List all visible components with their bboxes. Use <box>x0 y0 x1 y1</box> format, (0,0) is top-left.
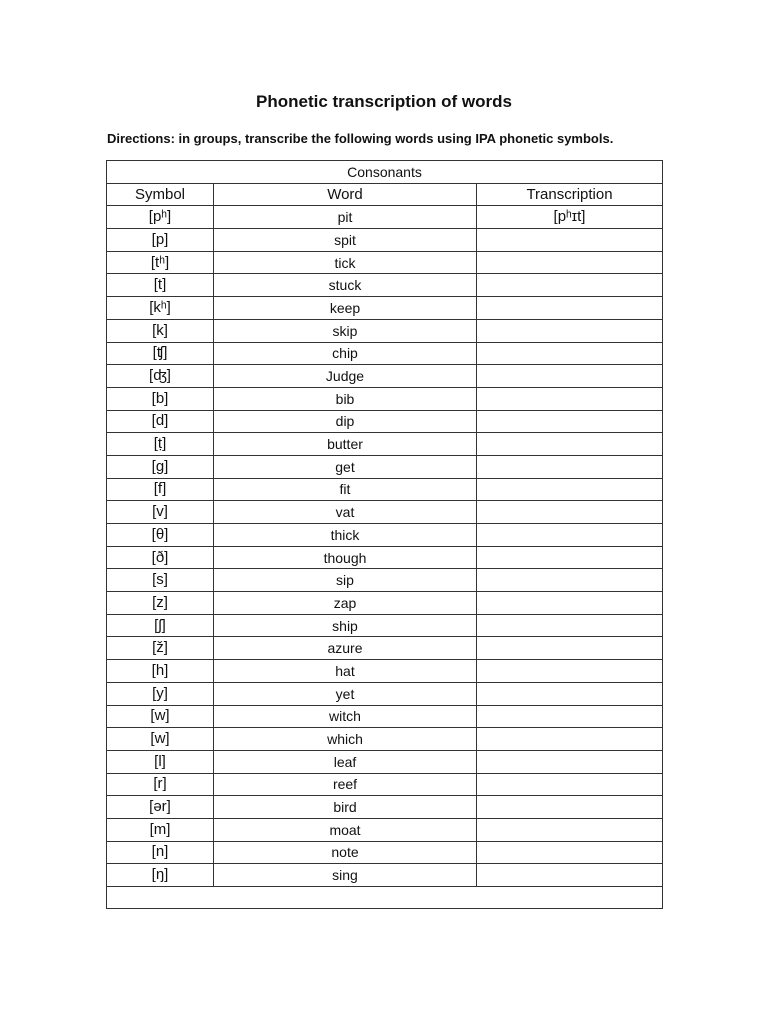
transcription-cell[interactable] <box>477 660 663 683</box>
table-row <box>107 546 663 569</box>
table-row <box>107 864 663 887</box>
table-row <box>107 478 663 501</box>
word-cell: which <box>214 728 477 751</box>
transcription-cell[interactable] <box>477 251 663 274</box>
symbol-cell: [z] <box>107 592 214 615</box>
column-header-word: Word <box>214 183 477 206</box>
word-cell: stuck <box>214 274 477 297</box>
word-cell: chip <box>214 342 477 365</box>
transcription-cell[interactable] <box>477 319 663 342</box>
word-cell: tick <box>214 251 477 274</box>
table-row <box>107 319 663 342</box>
symbol-cell: [b] <box>107 387 214 410</box>
word-cell: spit <box>214 229 477 252</box>
word-cell: sing <box>214 864 477 887</box>
symbol-cell: [h] <box>107 660 214 683</box>
transcription-cell[interactable] <box>477 455 663 478</box>
symbol-cell: [f] <box>107 478 214 501</box>
word-cell: azure <box>214 637 477 660</box>
transcription-cell[interactable] <box>477 433 663 456</box>
symbol-cell: [p] <box>107 229 214 252</box>
word-cell: zap <box>214 592 477 615</box>
symbol-cell: [w] <box>107 728 214 751</box>
symbol-cell: [m] <box>107 818 214 841</box>
transcription-cell[interactable] <box>477 592 663 615</box>
transcription-cell[interactable]: [pʰɪt] <box>477 206 663 229</box>
transcription-cell[interactable] <box>477 365 663 388</box>
symbol-cell: [ŋ] <box>107 864 214 887</box>
table-row <box>107 750 663 773</box>
symbol-cell: [t] <box>107 274 214 297</box>
table-row <box>107 818 663 841</box>
word-cell: dip <box>214 410 477 433</box>
transcription-cell[interactable] <box>477 796 663 819</box>
symbol-cell: [k] <box>107 319 214 342</box>
transcription-cell[interactable] <box>477 342 663 365</box>
transcription-cell[interactable] <box>477 773 663 796</box>
transcription-cell[interactable] <box>477 637 663 660</box>
word-cell: keep <box>214 297 477 320</box>
word-cell: leaf <box>214 750 477 773</box>
consonants-table <box>106 160 663 909</box>
symbol-cell: [s] <box>107 569 214 592</box>
symbol-cell: [ž] <box>107 637 214 660</box>
blank-row <box>107 887 663 909</box>
transcription-cell[interactable] <box>477 387 663 410</box>
word-cell: pit <box>214 206 477 229</box>
transcription-cell[interactable] <box>477 478 663 501</box>
table-body <box>107 206 663 887</box>
transcription-cell[interactable] <box>477 705 663 728</box>
transcription-cell[interactable] <box>477 614 663 637</box>
word-cell: hat <box>214 660 477 683</box>
table-row <box>107 455 663 478</box>
word-cell: witch <box>214 705 477 728</box>
word-cell: fit <box>214 478 477 501</box>
header-row <box>107 183 663 206</box>
symbol-cell: [ʤ] <box>107 365 214 388</box>
page-title: Phonetic transcription of words <box>256 92 512 111</box>
transcription-cell[interactable] <box>477 274 663 297</box>
symbol-cell: [ʧ] <box>107 342 214 365</box>
symbol-cell: [kʰ] <box>107 297 214 320</box>
table-row <box>107 297 663 320</box>
symbol-cell: [g] <box>107 455 214 478</box>
table-row <box>107 841 663 864</box>
blank-cell <box>107 887 663 909</box>
transcription-cell[interactable] <box>477 864 663 887</box>
symbol-cell: [ər] <box>107 796 214 819</box>
table-row <box>107 433 663 456</box>
column-header-transcription: Transcription <box>477 183 663 206</box>
word-cell: skip <box>214 319 477 342</box>
symbol-cell: [y] <box>107 682 214 705</box>
transcription-cell[interactable] <box>477 546 663 569</box>
transcription-cell[interactable] <box>477 410 663 433</box>
word-cell: moat <box>214 818 477 841</box>
symbol-cell: [r] <box>107 773 214 796</box>
table-row <box>107 773 663 796</box>
section-heading: Consonants <box>107 161 663 184</box>
symbol-cell: [v] <box>107 501 214 524</box>
table-row <box>107 705 663 728</box>
table-row <box>107 592 663 615</box>
transcription-cell[interactable] <box>477 682 663 705</box>
table-row <box>107 206 663 229</box>
word-cell: Judge <box>214 365 477 388</box>
symbol-cell: [ʃ] <box>107 614 214 637</box>
table-row <box>107 501 663 524</box>
table-row <box>107 387 663 410</box>
word-cell: ship <box>214 614 477 637</box>
section-heading-row <box>107 161 663 184</box>
word-cell: thick <box>214 524 477 547</box>
symbol-cell: [d] <box>107 410 214 433</box>
table-row <box>107 524 663 547</box>
table-row <box>107 614 663 637</box>
word-cell: get <box>214 455 477 478</box>
column-header-symbol: Symbol <box>107 183 214 206</box>
word-cell: bib <box>214 387 477 410</box>
transcription-cell[interactable] <box>477 524 663 547</box>
table-row <box>107 660 663 683</box>
transcription-cell[interactable] <box>477 750 663 773</box>
directions-text: Directions: in groups, transcribe the following words using IPA phonetic symbols. <box>107 131 614 146</box>
word-cell: vat <box>214 501 477 524</box>
table-row <box>107 637 663 660</box>
transcription-cell[interactable] <box>477 569 663 592</box>
symbol-cell: [w] <box>107 705 214 728</box>
symbol-cell: [l] <box>107 750 214 773</box>
table-row <box>107 229 663 252</box>
transcription-cell[interactable] <box>477 818 663 841</box>
transcription-cell[interactable] <box>477 297 663 320</box>
symbol-cell: [ṭ] <box>107 433 214 456</box>
word-cell: reef <box>214 773 477 796</box>
table-row <box>107 274 663 297</box>
symbol-cell: [pʰ] <box>107 206 214 229</box>
table-row <box>107 342 663 365</box>
word-cell: sip <box>214 569 477 592</box>
table-row <box>107 796 663 819</box>
transcription-cell[interactable] <box>477 728 663 751</box>
table-row <box>107 410 663 433</box>
symbol-cell: [n] <box>107 841 214 864</box>
transcription-cell[interactable] <box>477 229 663 252</box>
table-row <box>107 251 663 274</box>
table-row <box>107 365 663 388</box>
transcription-cell[interactable] <box>477 501 663 524</box>
word-cell: note <box>214 841 477 864</box>
word-cell: though <box>214 546 477 569</box>
word-cell: yet <box>214 682 477 705</box>
symbol-cell: [tʰ] <box>107 251 214 274</box>
table-row <box>107 682 663 705</box>
word-cell: bird <box>214 796 477 819</box>
table-row <box>107 569 663 592</box>
table-row <box>107 728 663 751</box>
symbol-cell: [θ] <box>107 524 214 547</box>
symbol-cell: [ð] <box>107 546 214 569</box>
transcription-cell[interactable] <box>477 841 663 864</box>
word-cell: butter <box>214 433 477 456</box>
